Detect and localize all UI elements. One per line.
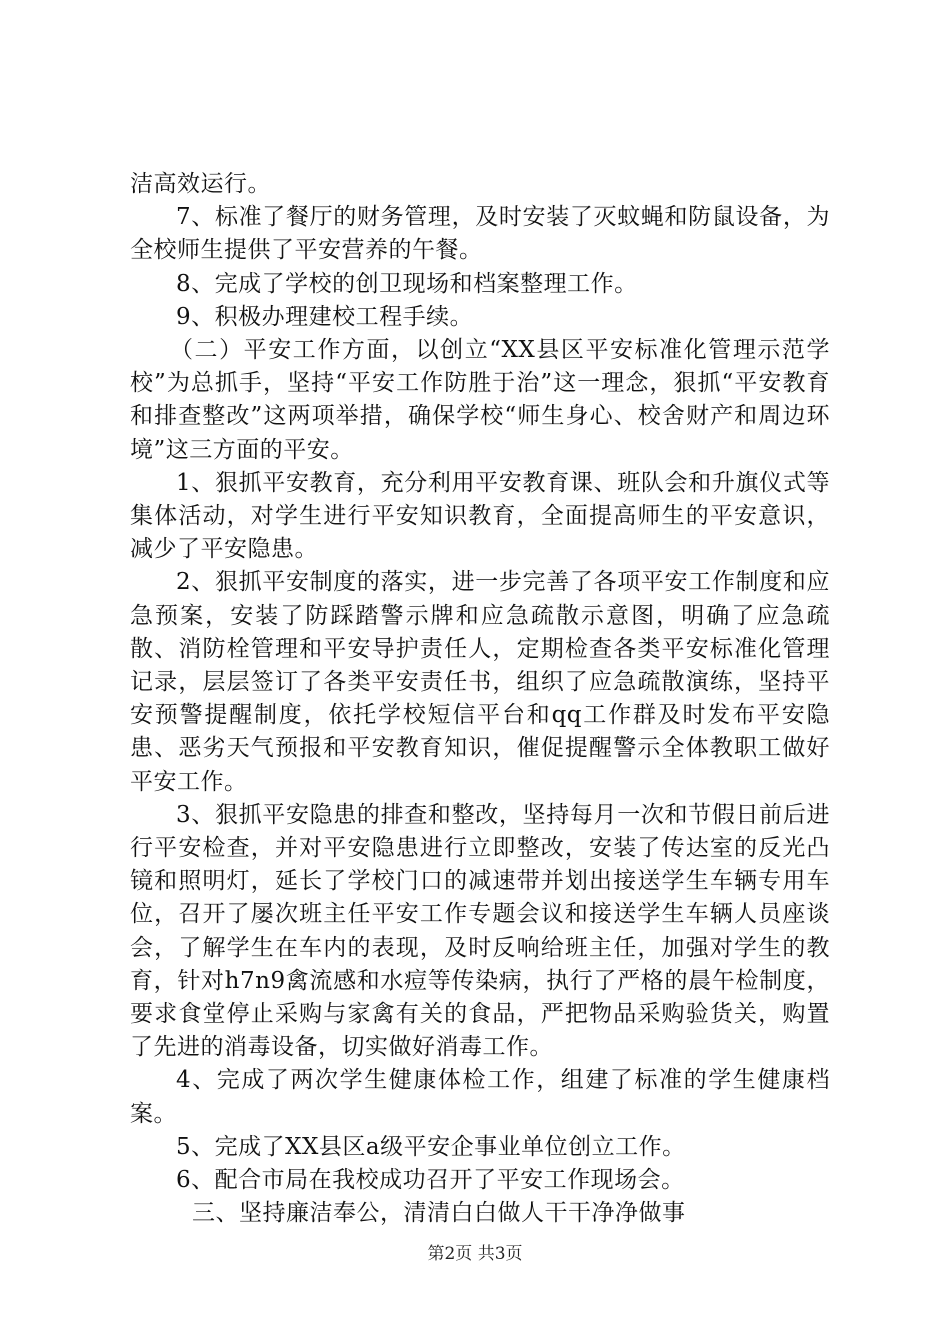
section-heading-three: 三、坚持廉洁奉公，清清白白做人干干净净做事 [192, 1200, 686, 1227]
paragraph-safety-5: 5、完成了XX县区a级平安企事业单位创立工作。 [176, 1133, 686, 1160]
paragraph-item-8: 8、完成了学校的创卫现场和档案整理工作。 [176, 270, 638, 297]
paragraph-safety-3: 3、狠抓平安隐患的排查和整改，坚持每月一次和节假日前后进行平安检查，并对平安隐患进行立即整改，安装了传达室的反光凸镜和照明灯，延长了学校门口的减速带并划出接送学生车辆专用车位，召开了屡次班主任平安工作专题会议和接送学生车辆人员座谈会，了解学生在车内的表现，及时反响给班主任，加强对学生的教育，针对h7n9禽流感和水痘等传染病，执行了严格的晨午检制度，要求食堂停止采购与家禽有关的食品，严把物品采购验货关，购置了先进的消毒设备，切实做好消毒工作。 [130, 801, 830, 1061]
page-footer [0, 1243, 950, 1265]
paragraph-safety-2: 2、狠抓平安制度的落实，进一步完善了各项平安工作制度和应急预案，安装了防踩踏警示牌和应急疏散示意图，明确了应急疏散、消防栓管理和平安导护责任人，定期检查各类平安标准化管理记录，层层签订了各类平安责任书，组织了应急疏散演练，坚持平安预警提醒制度，依托学校短信平台和qq工作群及时发布平安隐患、恶劣天气预报和平安教育知识，催促提醒警示全体教职工做好平安工作。 [130, 569, 830, 795]
paragraph-item-7: 7、标准了餐厅的财务管理，及时安装了灭蚊蝇和防鼠设备，为全校师生提供了平安营养的午餐。 [130, 204, 830, 264]
page-number-label: 第2页 共3页 [427, 1244, 523, 1264]
paragraph-safety-4: 4、完成了两次学生健康体检工作，组建了标准的学生健康档案。 [130, 1067, 830, 1127]
document-body [130, 168, 830, 1231]
paragraph-item-9: 9、积极办理建校工程手续。 [176, 303, 474, 330]
paragraph-continuation: 洁高效运行。 [130, 171, 271, 197]
paragraph-section-two: （二）平安工作方面，以创立“XX县区平安标准化管理示范学校”为总抓手，坚持“平安工作防胜于治”这一理念，狠抓“平安教育和排查整改”这两项举措，确保学校“师生身心、校舍财产和周边环境”这三方面的平安。 [130, 337, 830, 463]
paragraph-safety-1: 1、狠抓平安教育，充分利用平安教育课、班队会和升旗仪式等集体活动，对学生进行平安知识教育，全面提高师生的平安意识，减少了平安隐患。 [130, 469, 830, 563]
paragraph-safety-6: 6、配合市局在我校成功召开了平安工作现场会。 [176, 1167, 685, 1194]
